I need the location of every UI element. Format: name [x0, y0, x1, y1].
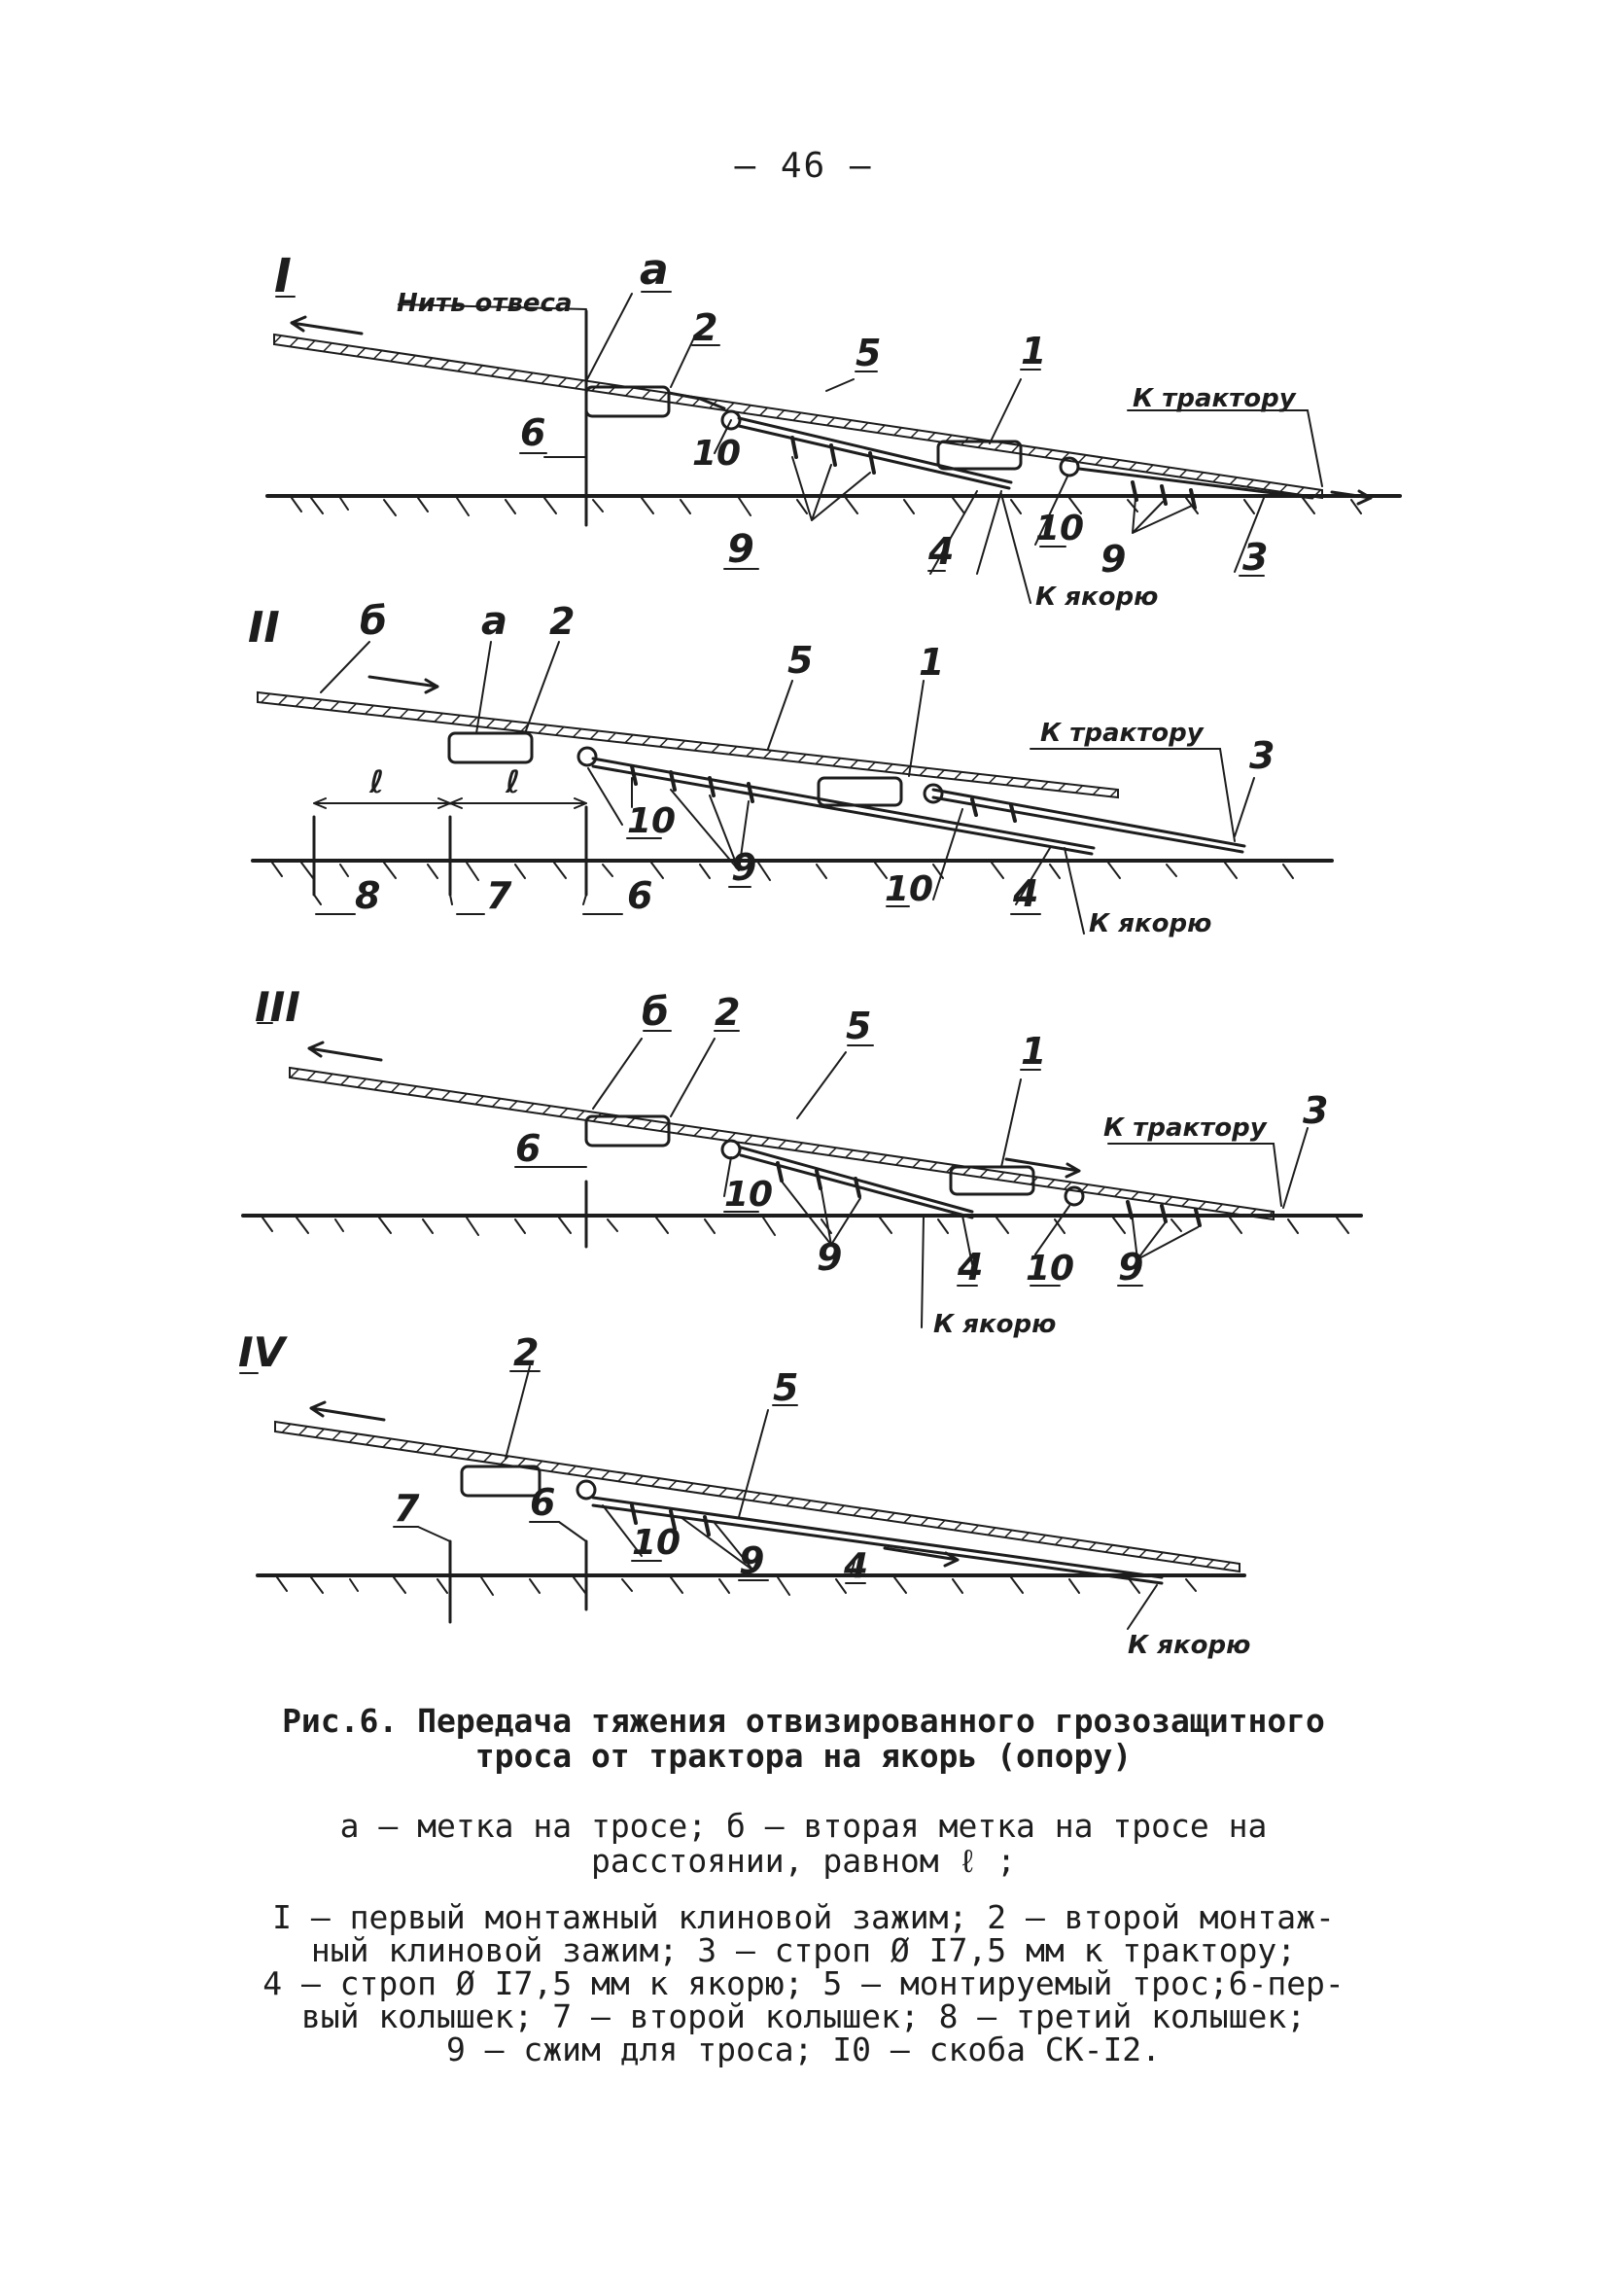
shackle-10	[722, 1141, 740, 1158]
label-10: 10	[692, 434, 742, 474]
page-number: – 46 –	[734, 146, 873, 186]
label-to-anchor: К якорю	[933, 1310, 1057, 1339]
diagram-number: IV	[238, 1328, 286, 1376]
leaders	[540, 1039, 1308, 1327]
shackle-10	[578, 748, 596, 765]
label-9: 9	[1100, 538, 1127, 581]
diagram-iii	[243, 1023, 1361, 1327]
label-9: 9	[739, 1539, 765, 1582]
label-9: 9	[1118, 1246, 1144, 1289]
shackle-10	[925, 785, 942, 802]
label-mark-b: б	[360, 599, 387, 644]
ground-hatching	[292, 498, 1361, 515]
label-5: 5	[846, 1005, 872, 1047]
dimension-l	[314, 798, 586, 808]
label-3: 3	[1249, 734, 1275, 777]
clamp-2	[449, 733, 532, 762]
arrow-left	[369, 677, 437, 692]
label-9: 9	[731, 846, 757, 889]
leaders	[314, 642, 1254, 934]
label-1: 1	[1021, 330, 1047, 372]
label-mark-a: а	[640, 245, 669, 295]
label-10: 10	[885, 869, 934, 909]
label-6: 6	[520, 411, 546, 454]
label-10: 10	[1035, 509, 1085, 548]
label-4: 4	[958, 1246, 984, 1289]
label-2: 2	[549, 600, 576, 643]
diagram-iv	[240, 1366, 1244, 1629]
diagram-number: I	[274, 249, 292, 303]
label-7: 7	[486, 874, 512, 917]
arrow-left	[309, 1042, 381, 1060]
figure-legend: I – первый монтажный клиновой зажим; 2 – второй монтаж- ный клиновой зажим; 3 – строп Ø I7,5 мм к трактору; 4 – строп Ø I7,5 мм к якорю; 5 – монтируемый трос;6-пер- вый колышек; 7 – второй колышек; 8 – третий колышек; 9 – сжим для троса; I0 – скоба СК-I2.	[262, 1898, 1345, 2068]
label-8: 8	[355, 874, 381, 917]
label-3: 3	[1242, 536, 1269, 579]
label-6: 6	[515, 1127, 541, 1170]
arrow-left	[292, 317, 362, 334]
label-mark-b: б	[642, 990, 669, 1035]
diagram-number: II	[248, 603, 280, 653]
label-4: 4	[928, 530, 955, 573]
label-1: 1	[919, 641, 945, 684]
label-to-tractor: К трактору	[1133, 384, 1296, 413]
label-9: 9	[817, 1236, 843, 1279]
label-2: 2	[513, 1331, 540, 1374]
label-10: 10	[1026, 1249, 1075, 1289]
clamp-2	[462, 1466, 540, 1496]
label-3: 3	[1303, 1089, 1329, 1132]
figure-caption-title: Рис.6. Передача тяжения отвизированного грозозащитного троса от трактора на якорь (опору)	[282, 1702, 1325, 1775]
diagram-number: III	[255, 983, 300, 1031]
label-to-tractor: К трактору	[1103, 1113, 1267, 1143]
diagram-i	[267, 292, 1400, 603]
label-plumb-line: Нить отвеса	[397, 289, 573, 318]
label-4: 4	[844, 1546, 869, 1586]
label-mark-a: а	[481, 599, 507, 644]
sling-3	[933, 790, 1244, 852]
label-1: 1	[1021, 1030, 1047, 1073]
shackle-10	[577, 1481, 595, 1499]
label-to-anchor: К якорю	[1128, 1631, 1251, 1660]
label-l: ℓ	[369, 763, 385, 800]
ground-hatching	[277, 1577, 1196, 1595]
label-2: 2	[692, 306, 718, 349]
label-2: 2	[715, 991, 741, 1034]
label-4: 4	[1013, 872, 1039, 915]
label-10: 10	[724, 1175, 774, 1215]
label-6: 6	[530, 1481, 556, 1524]
ground-hatching	[272, 863, 1293, 880]
label-7: 7	[394, 1487, 420, 1530]
label-5: 5	[773, 1366, 799, 1409]
label-to-anchor: К якорю	[1035, 583, 1159, 612]
label-10: 10	[627, 801, 677, 841]
ground-hatching	[262, 1218, 1348, 1235]
figure-caption-marks: а – метка на тросе; б – вторая метка на тросе на расстоянии, равном ℓ ;	[339, 1807, 1268, 1880]
label-6: 6	[627, 874, 653, 917]
label-9: 9	[727, 527, 754, 572]
label-5: 5	[856, 332, 882, 374]
diagram-ii	[253, 642, 1332, 934]
label-10: 10	[632, 1523, 681, 1563]
label-5: 5	[787, 639, 814, 682]
label-to-anchor: К якорю	[1089, 909, 1212, 938]
arrow-left	[311, 1402, 384, 1420]
label-to-tractor: К трактору	[1040, 719, 1204, 748]
label-l: ℓ	[506, 763, 521, 800]
